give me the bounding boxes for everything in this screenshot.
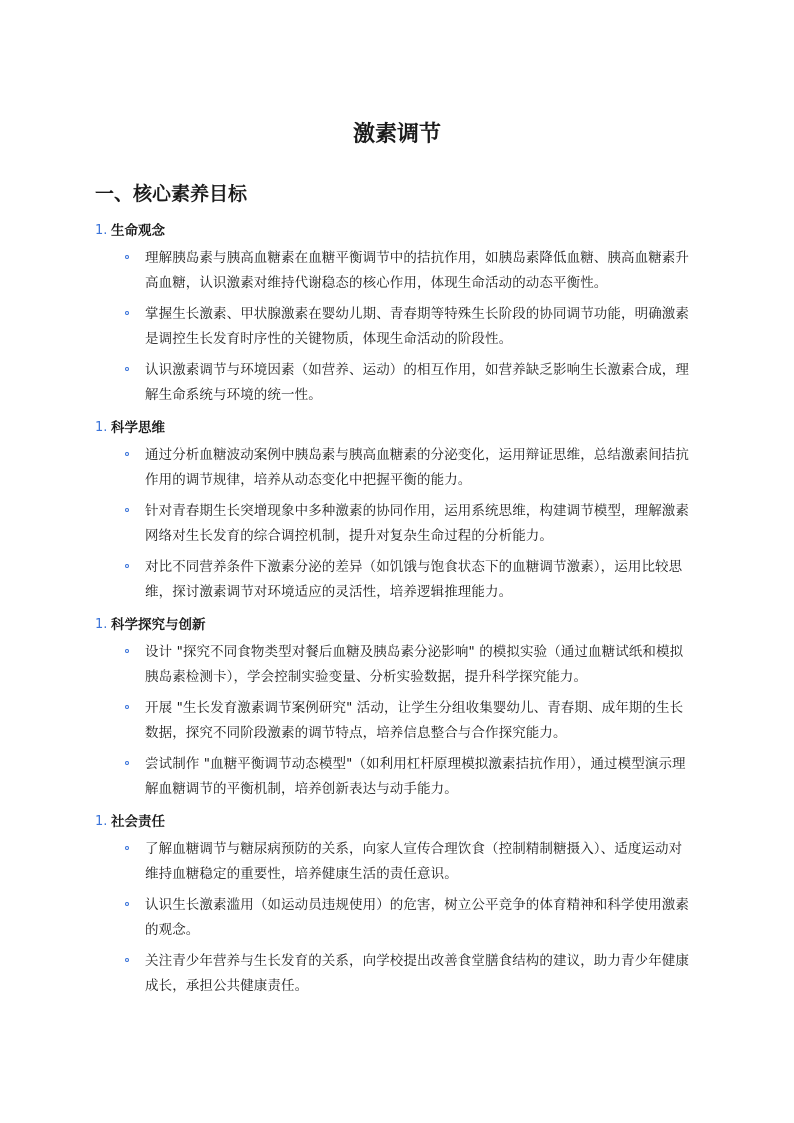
goal-section	[95, 614, 695, 802]
list-item	[95, 499, 695, 549]
list-item	[95, 949, 695, 999]
goal-items	[95, 640, 695, 802]
list-item-text: 对比不同营养条件下激素分泌的差异（如饥饿与饱食状态下的血糖调节激素），运用比较思维，探讨激素调节对环境适应的灵活性，培养逻辑推理能力。	[145, 559, 683, 600]
list-item	[95, 555, 695, 605]
list-item	[95, 893, 695, 943]
bullet-icon	[125, 649, 129, 653]
list-item-text: 设计 "探究不同食物类型对餐后血糖及胰岛素分泌影响" 的模拟实验（通过血糖试纸和模拟胰岛素检测卡），学会控制实验变量、分析实验数据，提升科学探究能力。	[145, 644, 684, 685]
list-item	[95, 358, 695, 408]
goal-items	[95, 837, 695, 999]
list-item	[95, 246, 695, 296]
goal-section	[95, 417, 695, 605]
bullet-icon	[125, 452, 129, 456]
goal-number: 1.	[95, 223, 108, 238]
bullet-icon	[125, 564, 129, 568]
list-item-text: 认识激素调节与环境因素（如营养、运动）的相互作用，如营养缺乏影响生长激素合成，理解生命系统与环境的统一性。	[145, 362, 689, 403]
list-item-text: 通过分析血糖波动案例中胰岛素与胰高血糖素的分泌变化，运用辩证思维，总结激素间拮抗作用的调节规律，培养从动态变化中把握平衡的能力。	[145, 447, 689, 488]
goal-number: 1.	[95, 420, 108, 435]
goal-number: 1.	[95, 814, 108, 829]
list-item-text: 尝试制作 "血糖平衡调节动态模型"（如利用杠杆原理模拟激素拮抗作用），通过模型演示理解血糖调节的平衡机制，培养创新表达与动手能力。	[145, 756, 686, 797]
bullet-icon	[125, 846, 129, 850]
goal-heading	[95, 220, 695, 242]
goal-heading	[95, 614, 695, 636]
list-item-text: 关注青少年营养与生长发育的关系，向学校提出改善食堂膳食结构的建议，助力青少年健康成长，承担公共健康责任。	[145, 953, 689, 994]
list-item-text: 掌握生长激素、甲状腺激素在婴幼儿期、青春期等特殊生长阶段的协同调节功能，明确激素是调控生长发育时序性的关键物质，体现生命活动的阶段性。	[145, 306, 689, 347]
bullet-icon	[125, 958, 129, 962]
goal-title: 科学探究与创新	[111, 617, 206, 633]
list-item	[95, 837, 695, 887]
bullet-icon	[125, 761, 129, 765]
list-item	[95, 752, 695, 802]
list-item-text: 了解血糖调节与糖尿病预防的关系，向家人宣传合理饮食（控制精制糖摄入）、适度运动对维持血糖稳定的重要性，培养健康生活的责任意识。	[145, 841, 683, 882]
section-heading: 一、核心素养目标	[95, 183, 248, 205]
bullet-icon	[125, 255, 129, 259]
goal-title: 社会责任	[111, 814, 165, 830]
bullet-icon	[125, 705, 129, 709]
bullet-icon	[125, 367, 129, 371]
list-item-text: 理解胰岛素与胰高血糖素在血糖平衡调节中的拮抗作用，如胰岛素降低血糖、胰高血糖素升高血糖，认识激素对维持代谢稳态的核心作用，体现生命活动的动态平衡性。	[145, 250, 689, 291]
goal-heading	[95, 417, 695, 439]
list-item	[95, 696, 695, 746]
goal-section	[95, 220, 695, 408]
goal-items	[95, 246, 695, 408]
goal-title: 生命观念	[111, 223, 165, 239]
bullet-icon	[125, 311, 129, 315]
list-item	[95, 640, 695, 690]
list-item-text: 开展 "生长发育激素调节案例研究" 活动，让学生分组收集婴幼儿、青春期、成年期的生长数据，探究不同阶段激素的调节特点，培养信息整合与合作探究能力。	[145, 700, 684, 741]
goal-number: 1.	[95, 617, 108, 632]
document-title: 激素调节	[352, 122, 441, 147]
goal-heading	[95, 811, 695, 833]
list-item-text: 认识生长激素滥用（如运动员违规使用）的危害，树立公平竞争的体育精神和科学使用激素的观念。	[145, 897, 689, 938]
list-item-text: 针对青春期生长突增现象中多种激素的协同作用，运用系统思维，构建调节模型，理解激素网络对生长发育的综合调控机制，提升对复杂生命过程的分析能力。	[145, 503, 689, 544]
goal-items	[95, 443, 695, 605]
list-item	[95, 302, 695, 352]
goal-section	[95, 811, 695, 999]
list-item	[95, 443, 695, 493]
goals-list	[95, 220, 695, 1008]
bullet-icon	[125, 902, 129, 906]
bullet-icon	[125, 508, 129, 512]
goal-title: 科学思维	[111, 420, 165, 436]
